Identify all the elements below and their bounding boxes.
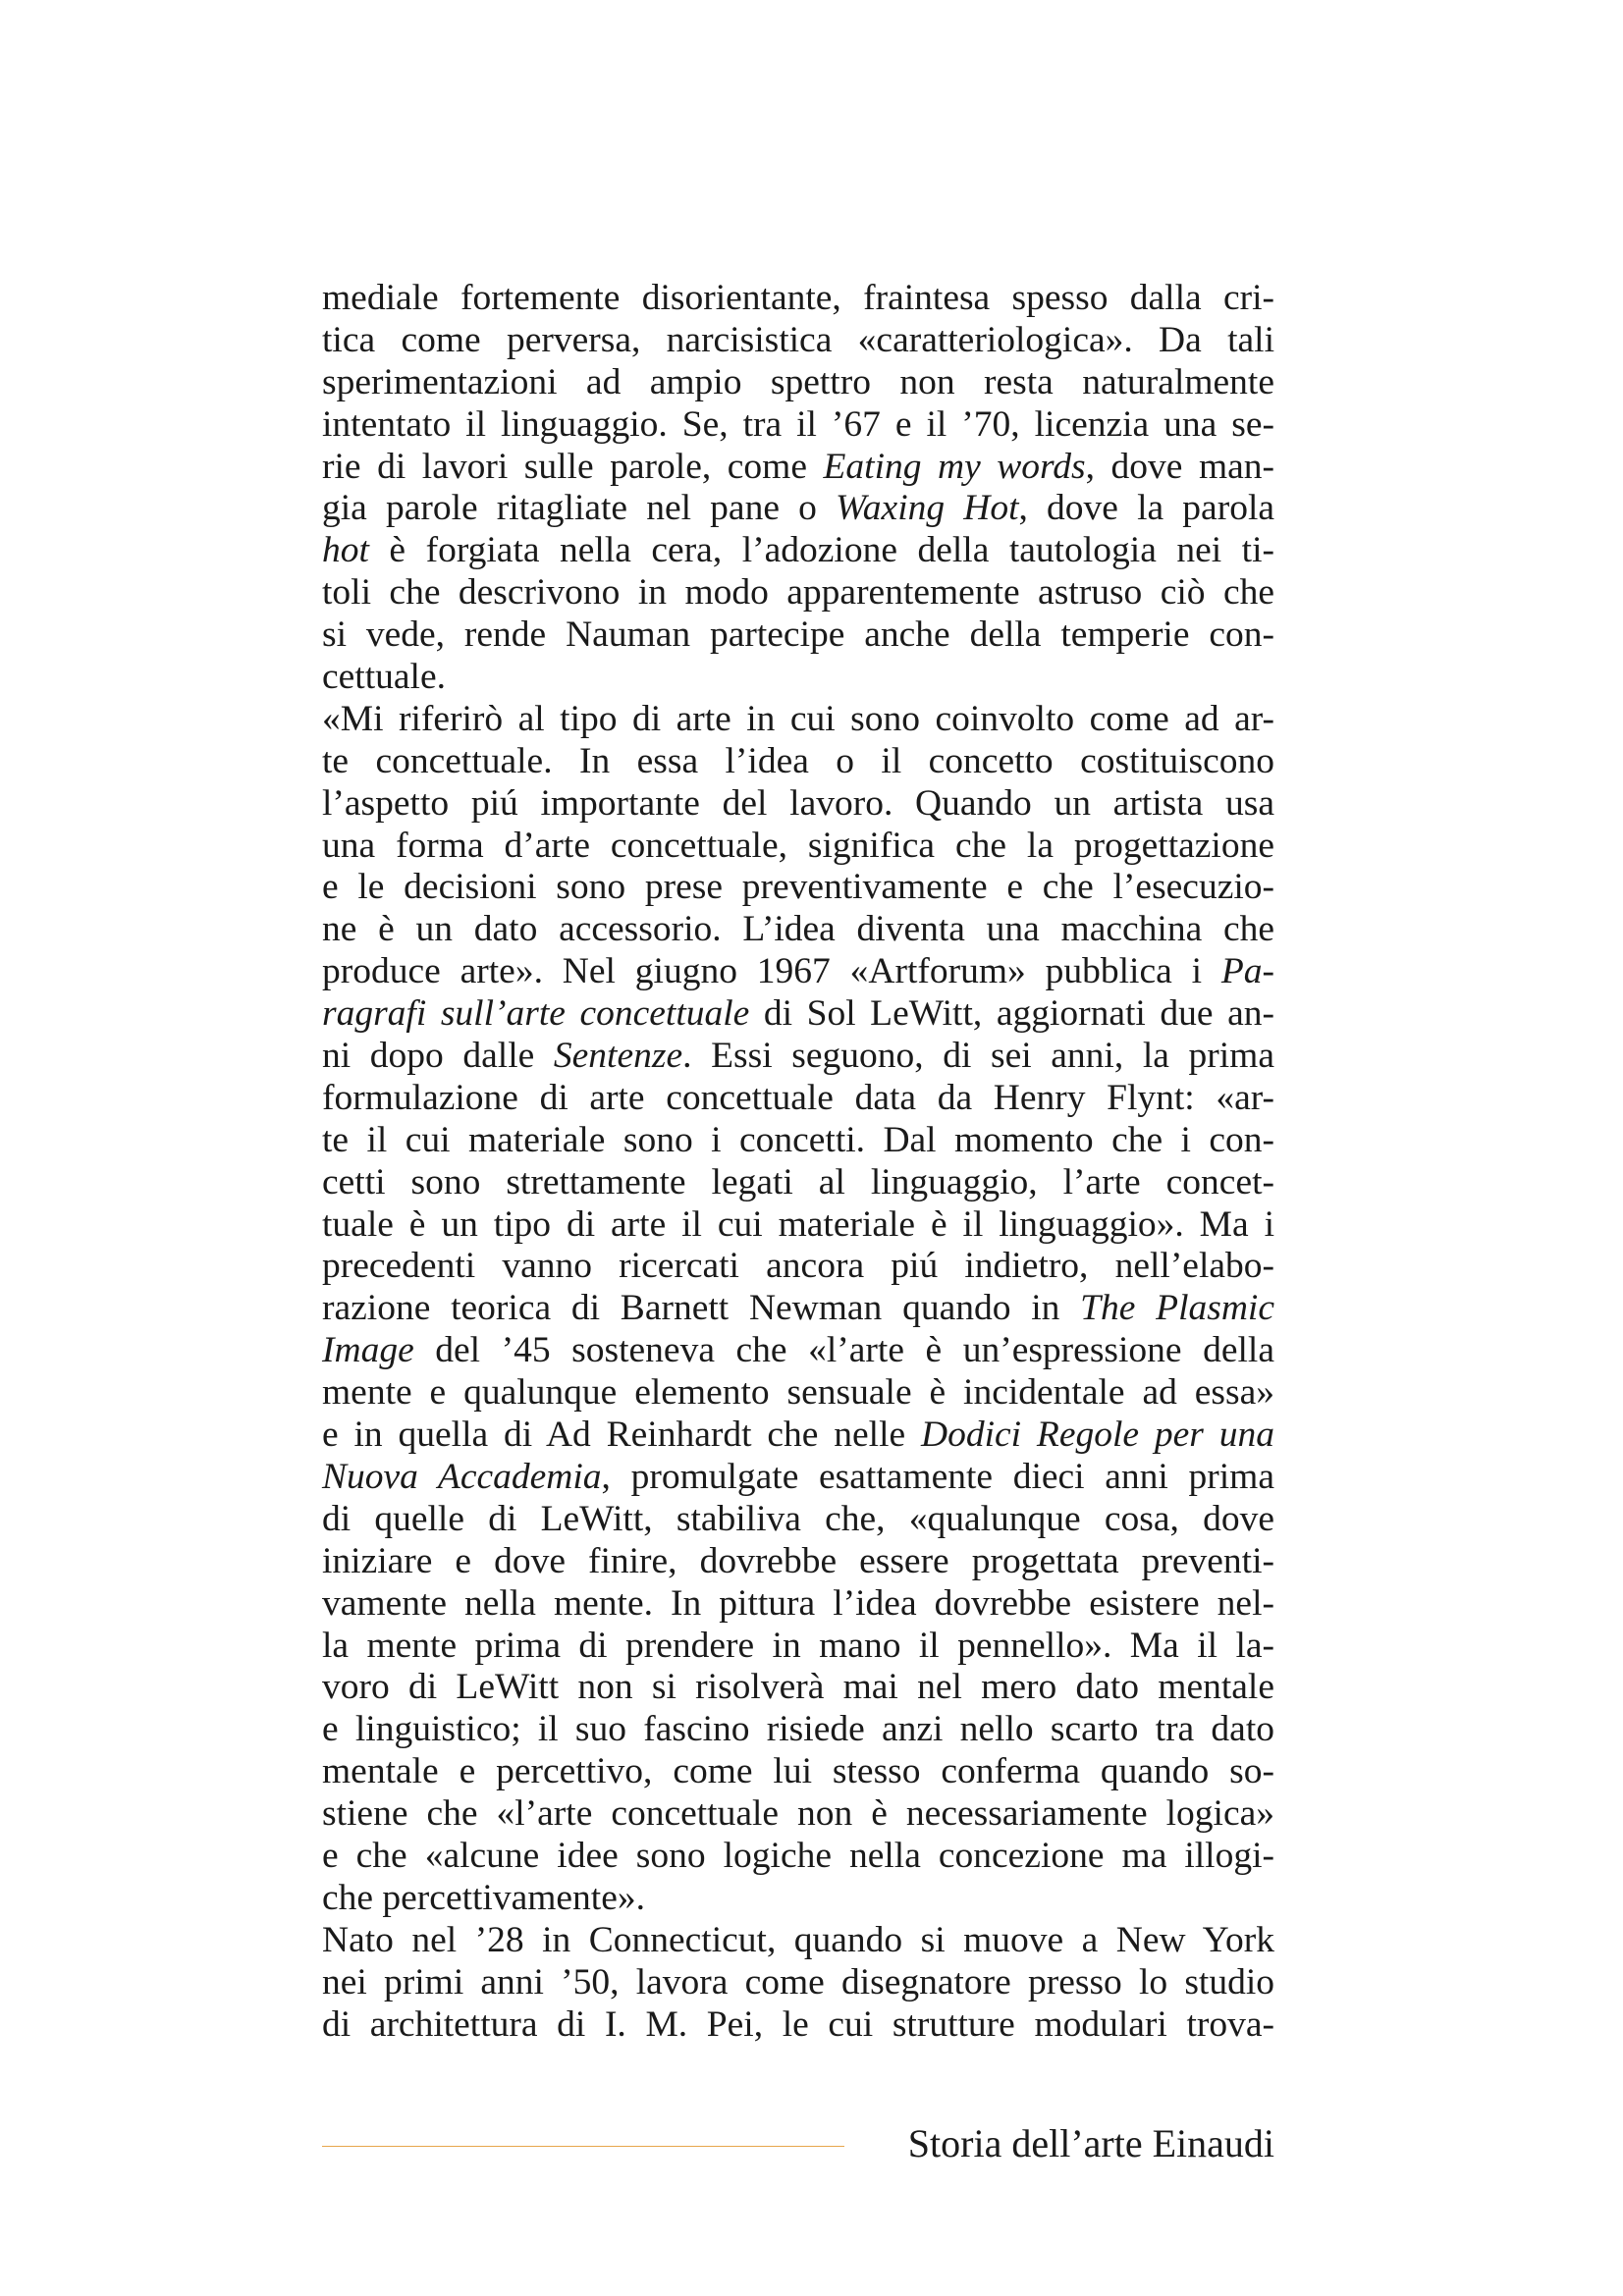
text-line: ragrafi sull’arte concettuale di Sol LeWitt, aggiornati due an- [322,993,1275,1035]
text-line: di quelle di LeWitt, stabiliva che, «qualunque cosa, dove [322,1498,1274,1539]
text-line: e linguistico; il suo fascino risiede anzi nello scarto tra dato [322,1709,1274,1750]
text-line: gia parole ritagliate nel pane o Waxing Hot, dove la parola [322,488,1275,529]
text-line: mentale e percettivo, come lui stesso conferma quando so- [322,1751,1274,1792]
text-line: e che «alcune idee sono logiche nella concezione ma illogi- [322,1835,1274,1876]
text-line: cetti sono strettamente legati al linguaggio, l’arte concet- [322,1161,1274,1202]
text-line: Nuova Accademia, promulgate esattamente dieci anni prima [322,1456,1274,1497]
text-line: di architettura di I. M. Pei, le cui strutture modulari trova- [322,2003,1274,2045]
text-line: «Mi riferirò al tipo di arte in cui sono coinvolto come ad ar- [322,698,1274,739]
text-line: te concettuale. In essa l’idea o il concetto costituiscono [322,740,1274,781]
text-line: la mente prima di prendere in mano il pennello». Ma il la- [322,1625,1274,1666]
text-line: tuale è un tipo di arte il cui materiale è il linguaggio». Ma i [322,1203,1274,1245]
text-line: una forma d’arte concettuale, significa che la progettazione [322,825,1274,866]
text-line: voro di LeWitt non si risolverà mai nel mero dato mentale [322,1667,1274,1708]
text-line: l’aspetto piú importante del lavoro. Quando un artista usa [322,782,1274,824]
text-line: toli che descrivono in modo apparentemente astruso ciò che [322,572,1274,614]
text-line: e le decisioni sono prese preventivamente e che l’esecuzio- [322,867,1274,908]
text-line: si vede, rende Nauman partecipe anche della temperie con- [322,614,1274,656]
text-line: formulazione di arte concettuale data da Henry Flynt: «ar- [322,1077,1274,1118]
page-footer [322,2116,1274,2175]
text-line: mente e qualunque elemento sensuale è incidentale ad essa» [322,1372,1274,1414]
text-line: e in quella di Ad Reinhardt che nelle Dodici Regole per una [322,1415,1274,1456]
text-line: ni dopo dalle Sentenze. Essi seguono, di sei anni, la prima [322,1036,1274,1077]
text-line: vamente nella mente. In pittura l’idea dovrebbe esistere nel- [322,1582,1274,1624]
text-line: produce arte». Nel giugno 1967 «Artforum» pubblica i Pa- [322,951,1274,992]
text-line: precedenti vanno ricercati ancora piú indietro, nell’elabo- [322,1246,1274,1287]
text-line: razione teorica di Barnett Newman quando in The Plasmic [322,1288,1274,1329]
text-line: sperimentazioni ad ampio spettro non resta naturalmente [322,361,1274,402]
text-line: hot è forgiata nella cera, l’adozione della tautologia nei ti- [322,530,1274,571]
text-line: tica come perversa, narcisistica «caratteriologica». Da tali [322,319,1274,360]
body-text [322,278,1274,2046]
footer-title: Storia dell’arte Einaudi [907,2121,1274,2165]
text-line: che percettivamente». [322,1877,645,1918]
text-line: intentato il linguaggio. Se, tra il ’67 e il ’70, licenzia una se- [322,403,1274,445]
text-line: stiene che «l’arte concettuale non è necessariamente logica» [322,1793,1274,1835]
text-line: Nato nel ’28 in Connecticut, quando si muove a New York [322,1919,1274,1960]
footer-rule [322,2146,844,2147]
text-line: cettuale. [322,657,446,698]
text-line: iniziare e dove finire, dovrebbe essere progettata preventi- [322,1540,1274,1581]
text-line: mediale fortemente disorientante, fraintesa spesso dalla cri- [322,278,1274,318]
text-line: Image del ’45 sosteneva che «l’arte è un’espressione della [322,1330,1274,1371]
text-line: nei primi anni ’50, lavora come disegnatore presso lo studio [322,1961,1274,2002]
text-line: rie di lavori sulle parole, come Eating my words, dove man- [322,446,1274,487]
text-line: ne è un dato accessorio. L’idea diventa una macchina che [322,909,1274,950]
text-line: te il cui materiale sono i concetti. Dal momento che i con- [322,1119,1274,1160]
